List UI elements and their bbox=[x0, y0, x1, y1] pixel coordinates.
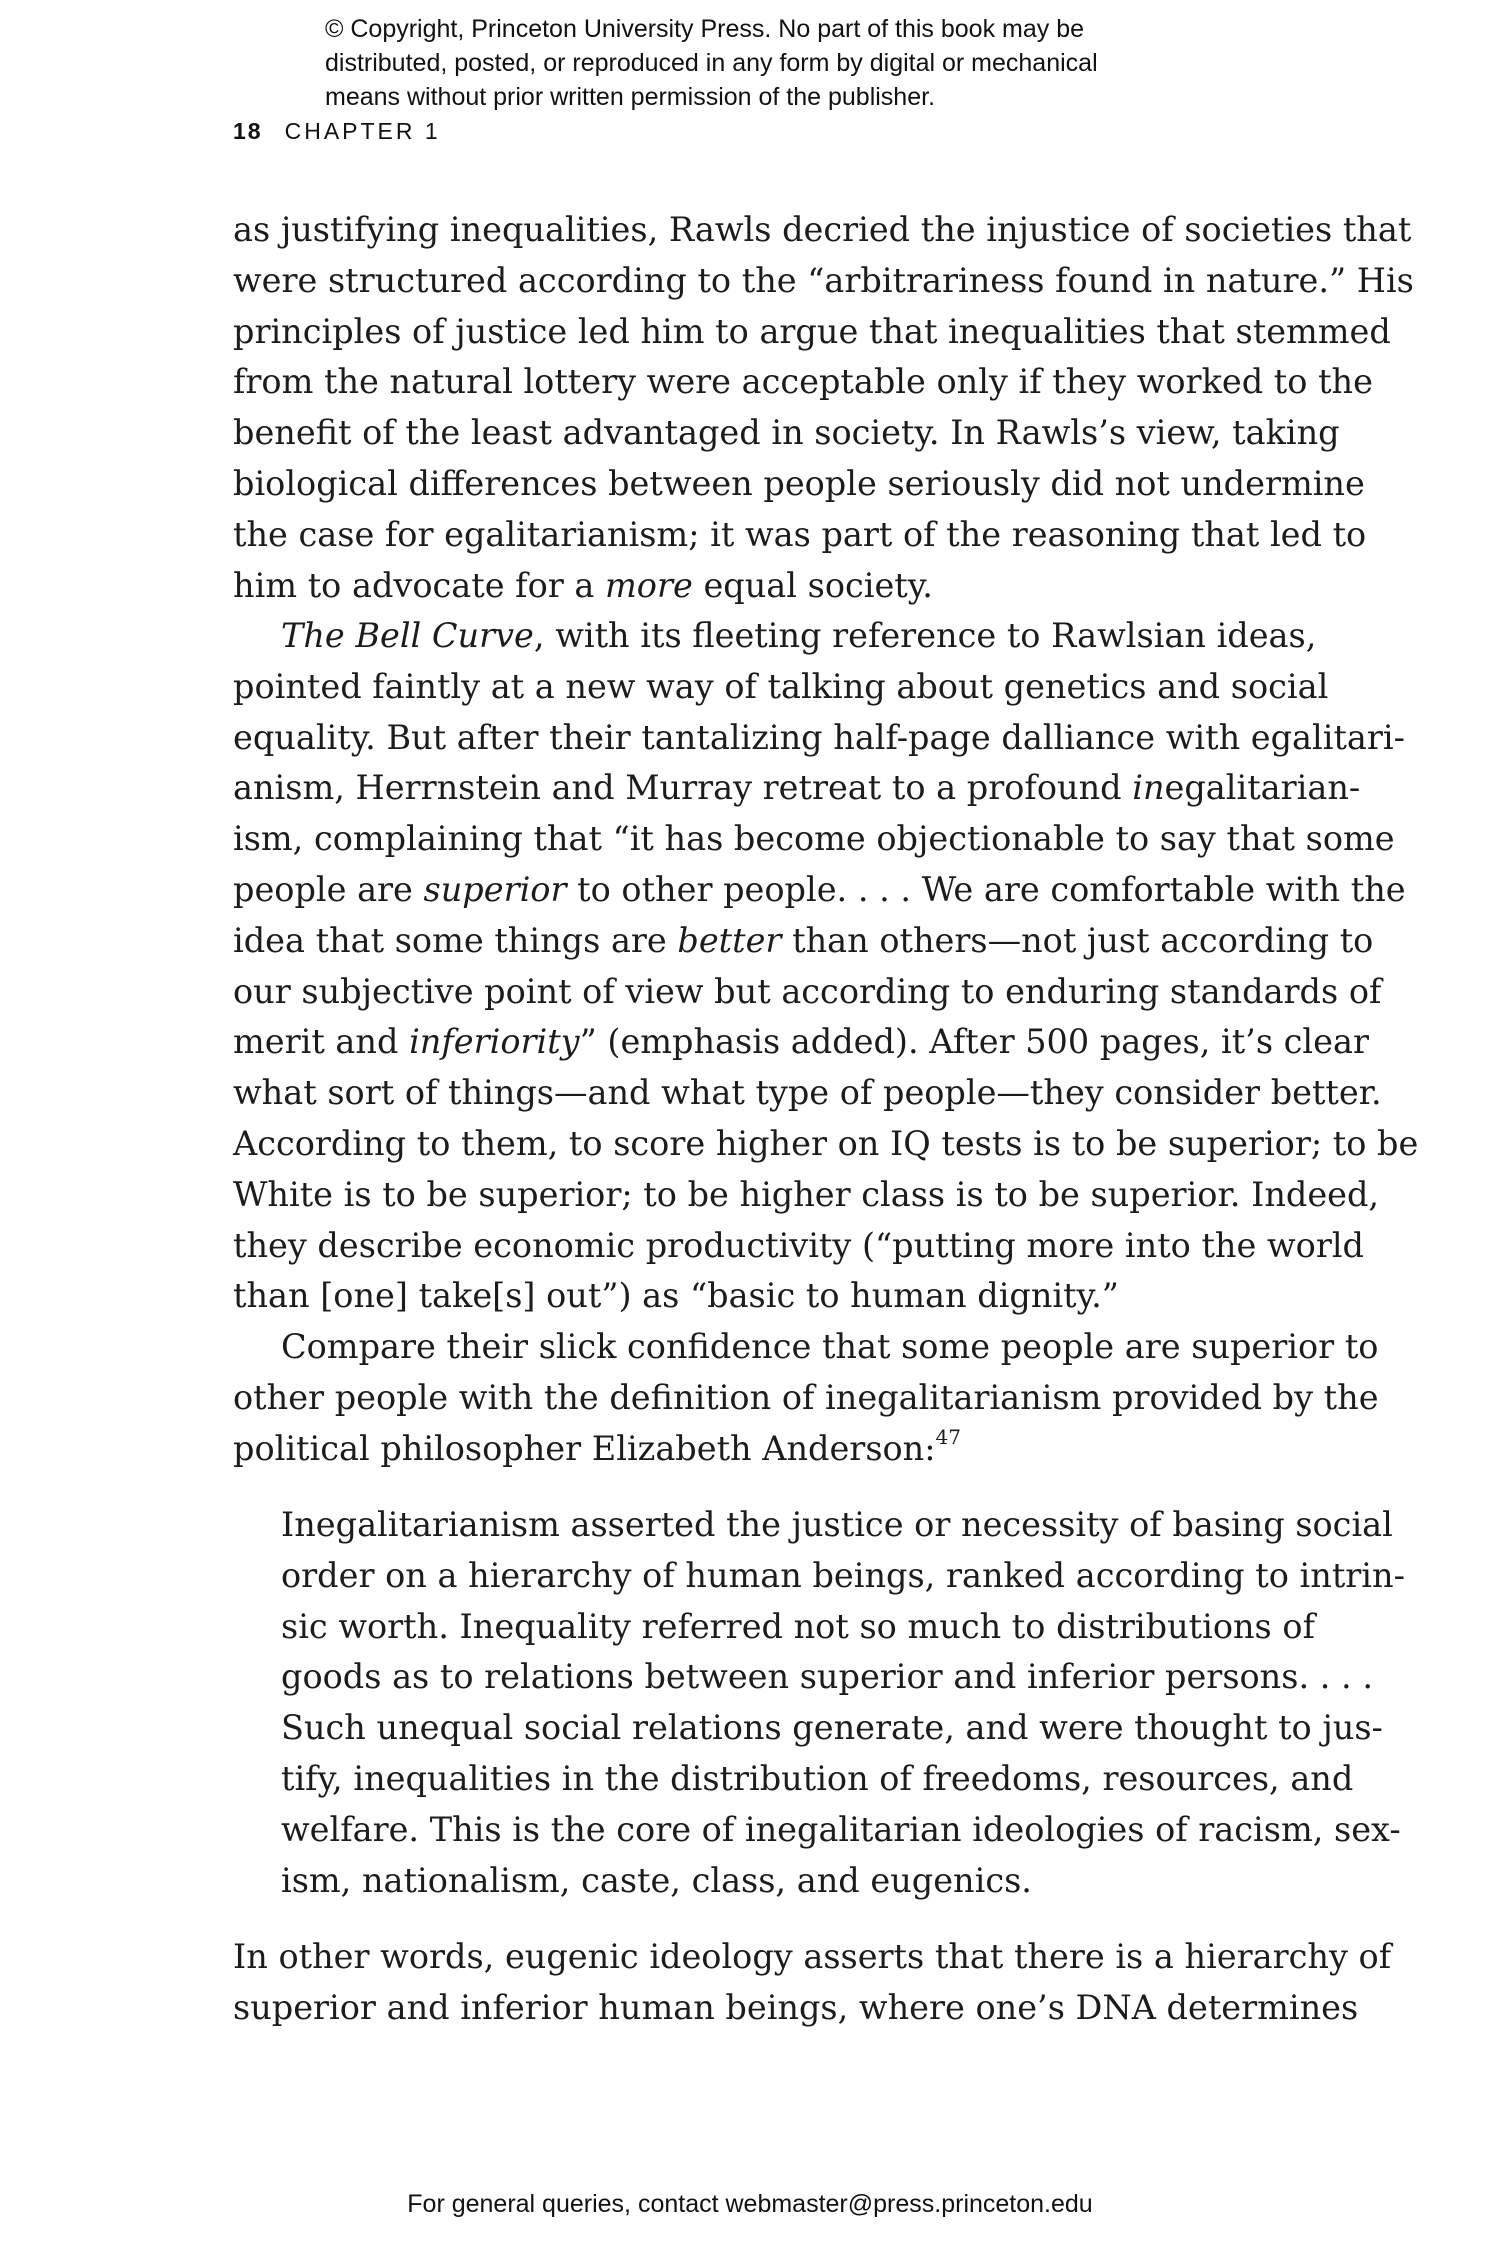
text-run: superior and inferior human beings, where one’s DNA determines bbox=[233, 1987, 1359, 2027]
text-line bbox=[233, 561, 1288, 612]
text-run: pointed faintly at a new way of talking about genetics and social bbox=[233, 666, 1329, 706]
running-head bbox=[233, 116, 441, 146]
text-run: the case for egalitarianism; it was part of the reasoning that led to bbox=[233, 514, 1367, 554]
text-line bbox=[233, 1373, 1379, 1424]
text-run: Inegalitarianism asserted the justice or necessity of basing social bbox=[281, 1505, 1393, 1544]
text-line bbox=[233, 865, 1406, 916]
paragraph-2 bbox=[233, 611, 1419, 1322]
italic-text: better bbox=[677, 920, 782, 960]
text-run: than [one] take[s] out”) as “basic to human dignity.” bbox=[233, 1276, 1119, 1316]
text-line bbox=[233, 611, 1317, 662]
text-run: egalitarian- bbox=[1164, 768, 1361, 808]
text-line bbox=[233, 1322, 1379, 1373]
text-run: ” (emphasis added). After 500 pages, it’s clear bbox=[579, 1022, 1369, 1062]
text-line bbox=[281, 1805, 1401, 1856]
text-line bbox=[233, 1271, 1288, 1322]
text-run: they describe economic productivity (“putting more into the world bbox=[233, 1225, 1365, 1265]
text-line bbox=[281, 1652, 1373, 1703]
text-run: In other words, eugenic ideology asserts that there is a hierarchy of bbox=[233, 1937, 1392, 1976]
text-run: than others—not just according to bbox=[781, 920, 1374, 960]
text-line bbox=[281, 1500, 1393, 1551]
text-run: welfare. This is the core of inegalitarian ideologies of racism, sex- bbox=[281, 1809, 1401, 1849]
copyright-line: means without prior written permission of the publisher. bbox=[325, 83, 936, 111]
text-run: equal society. bbox=[692, 565, 933, 605]
paragraph-1 bbox=[233, 205, 1414, 611]
text-run: what sort of things—and what type of people—they consider better. bbox=[233, 1073, 1382, 1113]
text-run: ism, nationalism, caste, class, and eugenics. bbox=[281, 1860, 1032, 1900]
text-line bbox=[281, 1703, 1383, 1754]
page-number: 18 bbox=[233, 118, 263, 144]
text-line bbox=[233, 205, 1412, 256]
text-line bbox=[281, 1551, 1405, 1602]
text-run: Such unequal social relations generate, and were thought to jus- bbox=[281, 1708, 1383, 1748]
text-line bbox=[281, 1856, 1288, 1907]
text-run: political philosopher Elizabeth Anderson: bbox=[233, 1428, 936, 1468]
italic-text: in bbox=[1132, 768, 1165, 808]
text-run: tify, inequalities in the distribution of freedoms, resources, and bbox=[281, 1758, 1354, 1798]
text-run: to other people. . . . We are comfortable with the bbox=[566, 869, 1406, 909]
text-run: anism, Herrnstein and Murray retreat to a profound bbox=[233, 768, 1133, 808]
footnote-marker: 47 bbox=[935, 1424, 961, 1449]
text-line bbox=[233, 916, 1374, 967]
text-run: sic worth. Inequality referred not so much to distributions of bbox=[281, 1606, 1315, 1646]
text-line bbox=[233, 1017, 1369, 1068]
text-run: ism, complaining that “it has become objectionable to say that some bbox=[233, 819, 1395, 859]
block-quote bbox=[281, 1500, 1405, 1906]
copyright-notice bbox=[325, 12, 1225, 114]
text-line bbox=[233, 1983, 1359, 2034]
italic-text: The Bell Curve bbox=[281, 616, 534, 655]
text-line bbox=[233, 408, 1340, 459]
text-run: as justifying inequalities, Rawls decried the injustice of societies that bbox=[233, 210, 1412, 249]
italic-text: more bbox=[605, 565, 693, 605]
text-line bbox=[233, 763, 1361, 814]
text-run: biological differences between people seriously did not undermine bbox=[233, 463, 1365, 503]
text-line bbox=[233, 1170, 1380, 1221]
text-line bbox=[281, 1602, 1315, 1653]
text-line bbox=[233, 256, 1414, 307]
text-line bbox=[233, 967, 1382, 1018]
italic-text: superior bbox=[423, 869, 567, 909]
text-run: benefit of the least advantaged in society. In Rawls’s view, taking bbox=[233, 413, 1340, 453]
text-line bbox=[281, 1754, 1354, 1805]
text-run: our subjective point of view but according to enduring standards of bbox=[233, 971, 1382, 1011]
chapter-label: CHAPTER 1 bbox=[284, 118, 441, 144]
text-run: people are bbox=[233, 869, 424, 909]
copyright-line: distributed, posted, or reproduced in any form by digital or mechanical bbox=[325, 49, 1098, 77]
text-line bbox=[233, 713, 1405, 764]
text-line bbox=[233, 459, 1365, 510]
copyright-line: © Copyright, Princeton University Press. No part of this book may be bbox=[325, 15, 1085, 43]
text-run: According to them, to score higher on IQ tests is to be superior; to be bbox=[233, 1123, 1419, 1163]
text-run: equality. But after their tantalizing half-page dalliance with egalitari- bbox=[233, 717, 1405, 757]
text-run: were structured according to the “arbitrariness found in nature.” His bbox=[233, 260, 1414, 300]
text-run: Compare their slick confidence that some people are superior to bbox=[281, 1327, 1379, 1366]
text-line bbox=[233, 1068, 1382, 1119]
text-line bbox=[233, 1221, 1365, 1272]
text-run: him to advocate for a bbox=[233, 565, 606, 605]
italic-text: inferiority bbox=[409, 1022, 580, 1062]
text-line bbox=[233, 814, 1395, 865]
text-line bbox=[233, 662, 1329, 713]
text-run: principles of justice led him to argue that inequalities that stemmed bbox=[233, 311, 1391, 351]
text-run: merit and bbox=[233, 1022, 410, 1062]
text-line bbox=[233, 1119, 1419, 1170]
footer-contact: For general queries, contact webmaster@press.princeton.edu bbox=[407, 2190, 1093, 2218]
paragraph-3 bbox=[233, 1322, 1379, 1474]
text-line bbox=[233, 1932, 1392, 1983]
text-line bbox=[233, 510, 1367, 561]
paragraph-4 bbox=[233, 1932, 1392, 2034]
text-line bbox=[233, 357, 1373, 408]
text-run: from the natural lottery were acceptable only if they worked to the bbox=[233, 362, 1373, 402]
text-line bbox=[233, 1424, 1288, 1475]
text-line bbox=[233, 307, 1391, 358]
text-run: White is to be superior; to be higher class is to be superior. Indeed, bbox=[233, 1174, 1380, 1214]
text-run: order on a hierarchy of human beings, ranked according to intrin- bbox=[281, 1555, 1405, 1595]
text-run: , with its fleeting reference to Rawlsian ideas, bbox=[533, 616, 1317, 655]
text-run: other people with the definition of inegalitarianism provided by the bbox=[233, 1377, 1379, 1417]
text-run: goods as to relations between superior and inferior persons. . . . bbox=[281, 1657, 1373, 1697]
text-run: idea that some things are bbox=[233, 920, 678, 960]
